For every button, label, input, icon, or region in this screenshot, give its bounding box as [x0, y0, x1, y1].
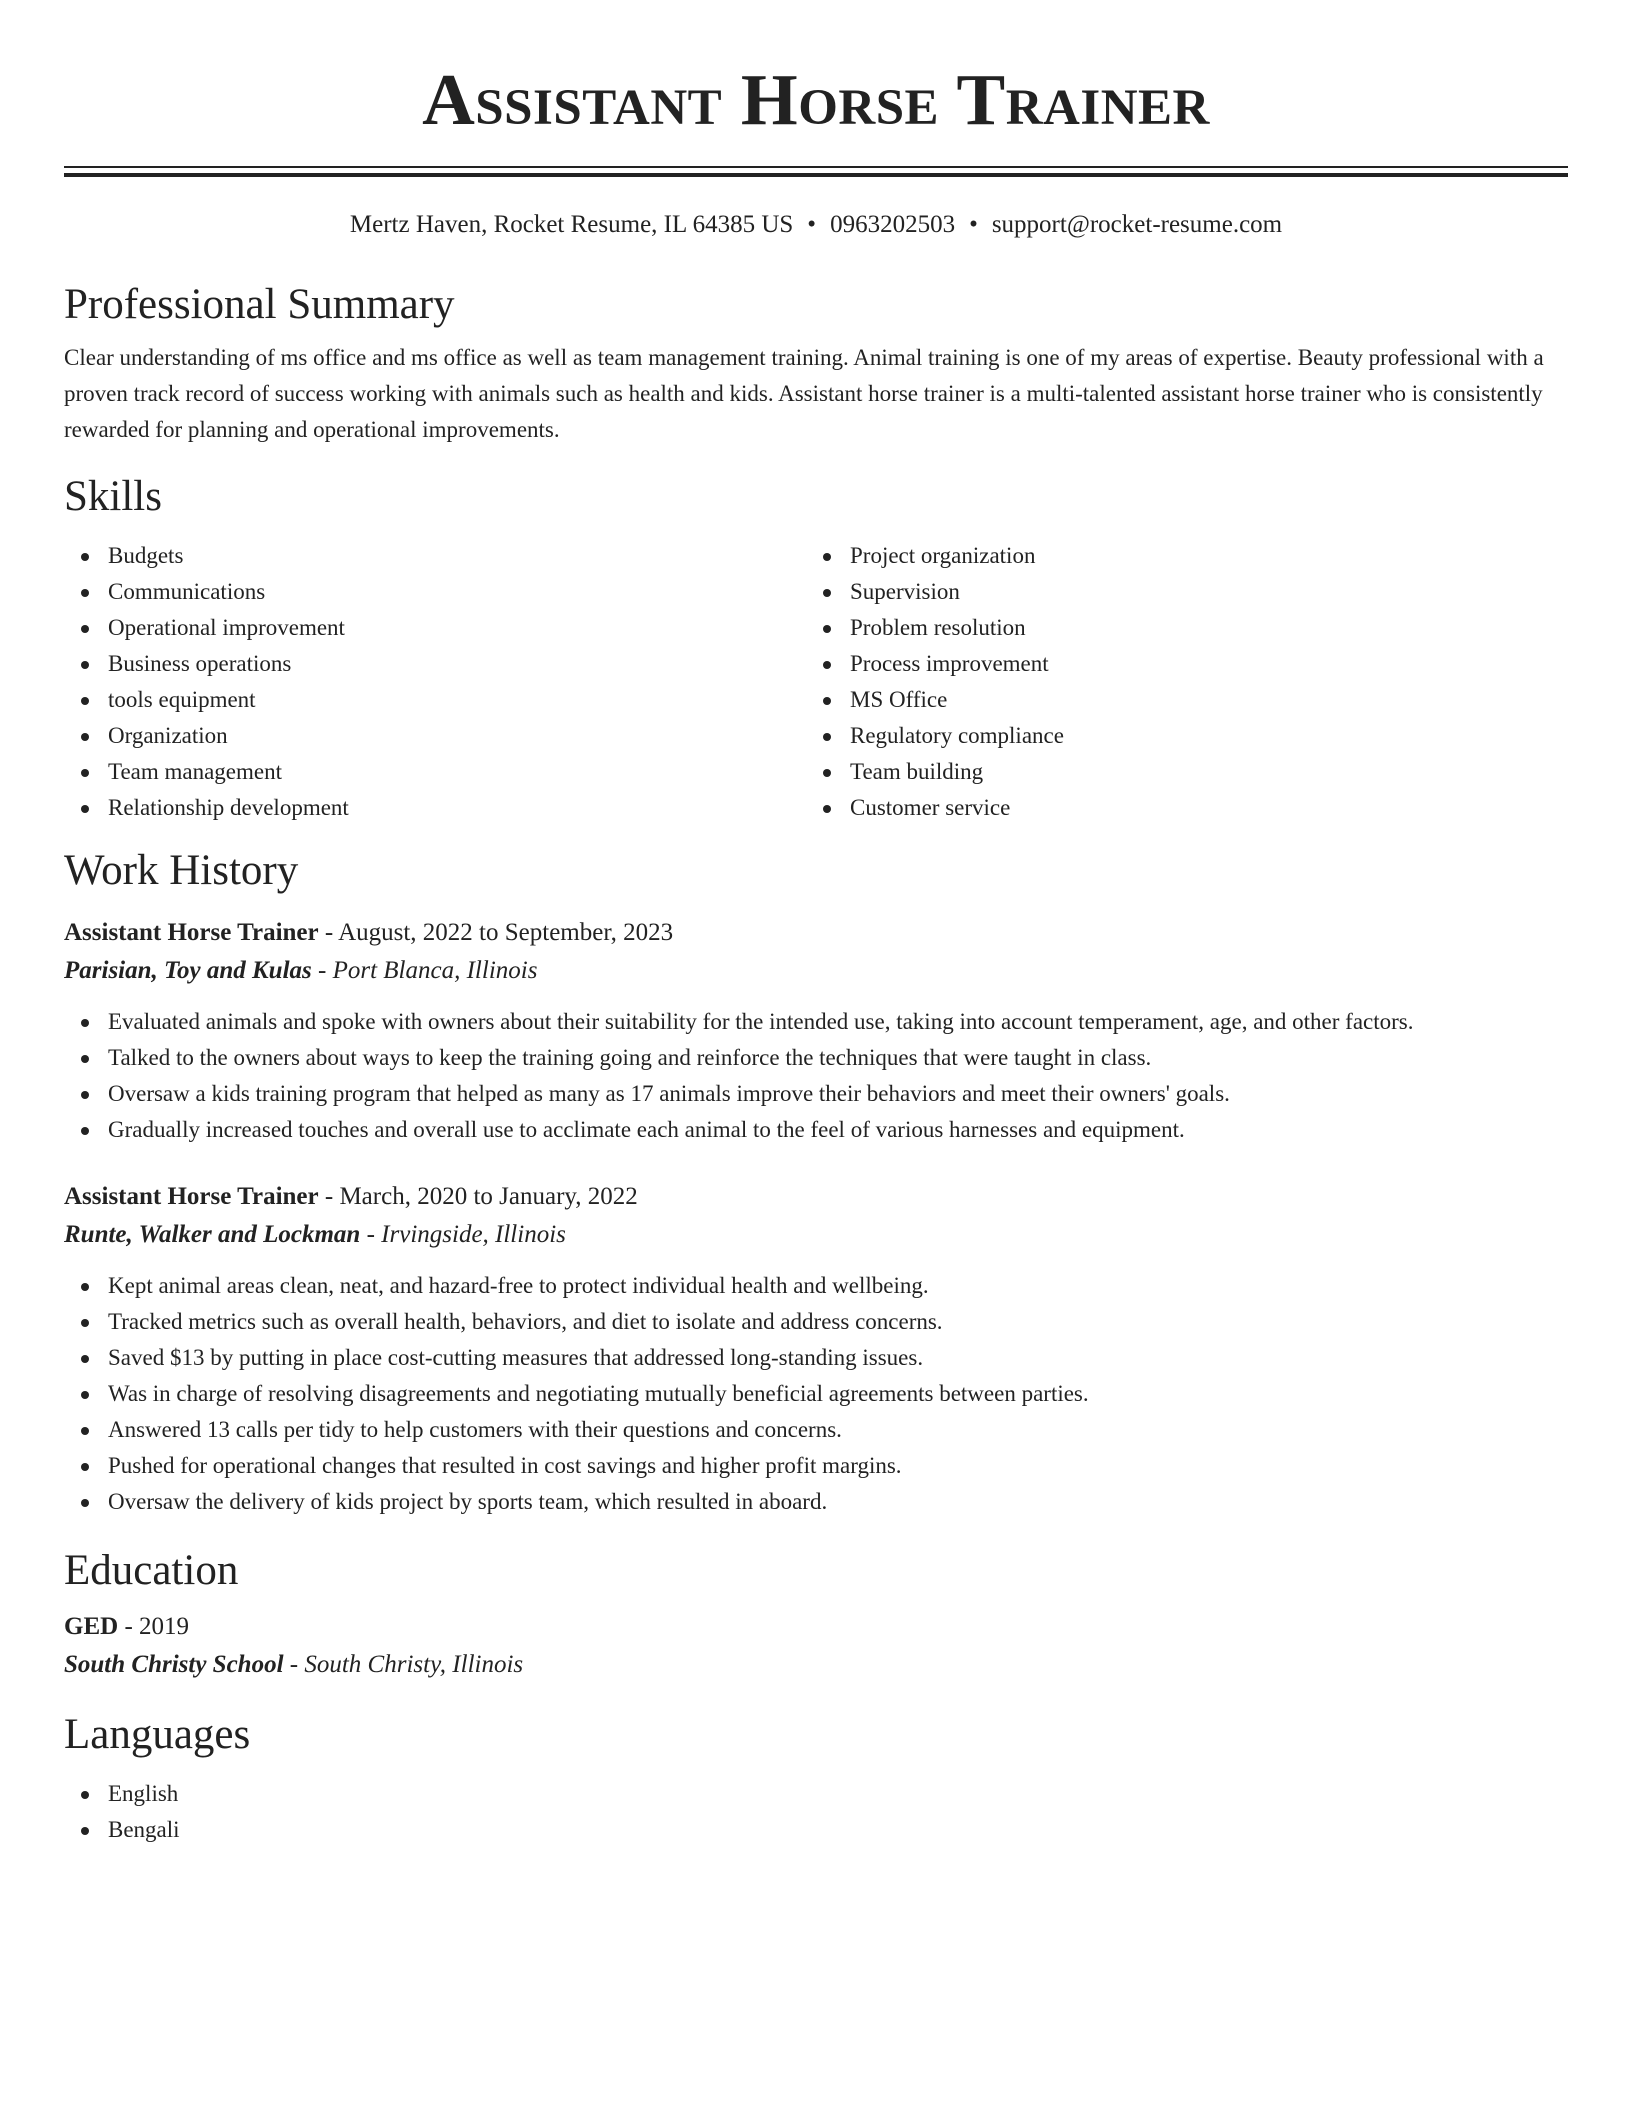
skill-item: Problem resolution — [806, 610, 1548, 646]
education-location: South Christy, Illinois — [304, 1651, 524, 1678]
job-bullet: Evaluated animals and spoke with owners about their suitability for the intended use, taking into account temperament, age, and other factors. — [64, 1004, 1568, 1040]
job-employer-line — [64, 1216, 1568, 1254]
contact-address: Mertz Haven, Rocket Resume, IL 64385 US — [349, 211, 794, 238]
education-degree-line — [64, 1608, 1568, 1646]
contact-phone: 0963202503 — [830, 211, 956, 238]
languages-list — [64, 1776, 1568, 1848]
summary-heading: Professional Summary — [64, 281, 455, 328]
skill-item: Relationship development — [64, 790, 806, 826]
job-bullet: Was in charge of resolving disagreements and negotiating mutually beneficial agreements between parties. — [64, 1376, 1568, 1412]
job-dates: March, 2020 to January, 2022 — [339, 1183, 638, 1210]
skill-item: Team building — [806, 754, 1548, 790]
contact-separator: • — [969, 211, 978, 238]
job-bullet: Oversaw a kids training program that helped as many as 17 animals improve their behaviors and meet their owners' goals. — [64, 1076, 1568, 1112]
job-company: Runte, Walker and Lockman — [64, 1221, 361, 1248]
languages-heading: Languages — [64, 1711, 251, 1758]
language-item: English — [64, 1776, 1568, 1812]
education-year: 2019 — [139, 1613, 190, 1640]
job-title-line — [64, 914, 1568, 952]
job-employer-line — [64, 952, 1568, 990]
contact-separator: • — [807, 211, 817, 238]
job-dash: - — [360, 1221, 382, 1248]
skill-item: MS Office — [806, 682, 1548, 718]
skill-item: Supervision — [806, 574, 1548, 610]
job-title-line — [64, 1178, 1568, 1216]
job-entry — [64, 914, 1568, 1148]
skills-list-right — [806, 538, 1548, 826]
header-divider-thin — [64, 166, 1568, 168]
job-bullet: Tracked metrics such as overall health, behaviors, and diet to isolate and address concerns. — [64, 1304, 1568, 1340]
skill-item: Customer service — [806, 790, 1548, 826]
job-bullet: Answered 13 calls per tidy to help customers with their questions and concerns. — [64, 1412, 1568, 1448]
skill-item: Process improvement — [806, 646, 1548, 682]
language-item: Bengali — [64, 1812, 1568, 1848]
job-dates: August, 2022 to September, 2023 — [338, 919, 674, 946]
skill-item: Communications — [64, 574, 806, 610]
skill-item: Team management — [64, 754, 806, 790]
skill-item: Project organization — [806, 538, 1548, 574]
contact-line — [64, 210, 1568, 240]
education-entry — [64, 1608, 1568, 1684]
skill-item: Organization — [64, 718, 806, 754]
job-bullets — [64, 1268, 1568, 1520]
work-history-heading: Work History — [64, 847, 299, 894]
job-entry — [64, 1178, 1568, 1520]
education-dash: - — [118, 1613, 140, 1640]
skill-item: Business operations — [64, 646, 806, 682]
skills-columns — [64, 538, 1568, 826]
job-dash: - — [318, 919, 339, 946]
job-dash: - — [318, 1183, 340, 1210]
skill-item: tools equipment — [64, 682, 806, 718]
job-bullet: Oversaw the delivery of kids project by sports team, which resulted in aboard. — [64, 1484, 1568, 1520]
job-company: Parisian, Toy and Kulas — [64, 957, 312, 984]
job-dash: - — [311, 957, 333, 984]
summary-text: Clear understanding of ms office and ms office as well as team management training. Animal training is one of my areas of expertise. Beauty professional with a proven track record of success working with animals such as health and kids. Assistant horse trainer is a multi-talented assistant horse trainer who is consistently rewarded for planning and operational improvements. — [64, 345, 1544, 442]
job-bullet: Talked to the owners about ways to keep the training going and reinforce the techniques that were taught in class. — [64, 1040, 1568, 1076]
resume-name: Assistant Horse Trainer — [422, 59, 1210, 140]
education-school: South Christy School — [64, 1651, 284, 1678]
education-heading: Education — [64, 1547, 239, 1594]
education-dash: - — [283, 1651, 305, 1678]
skills-heading: Skills — [64, 473, 162, 520]
job-location: Irvingside, Illinois — [381, 1221, 566, 1248]
job-role: Assistant Horse Trainer — [64, 1183, 319, 1210]
job-location: Port Blanca, Illinois — [332, 957, 538, 984]
job-bullet: Pushed for operational changes that resulted in cost savings and higher profit margins. — [64, 1448, 1568, 1484]
job-bullet: Saved $13 by putting in place cost-cutting measures that addressed long-standing issues. — [64, 1340, 1568, 1376]
job-bullets — [64, 1004, 1568, 1148]
skill-item: Budgets — [64, 538, 806, 574]
education-school-line — [64, 1646, 1568, 1684]
skill-item: Operational improvement — [64, 610, 806, 646]
contact-email: support@rocket-resume.com — [991, 211, 1283, 238]
job-bullet: Gradually increased touches and overall use to acclimate each animal to the feel of various harnesses and equipment. — [64, 1112, 1568, 1148]
education-degree: GED — [64, 1613, 119, 1640]
job-role: Assistant Horse Trainer — [64, 919, 319, 946]
skills-list-left — [64, 538, 806, 826]
header-divider-thick — [64, 173, 1568, 177]
job-bullet: Kept animal areas clean, neat, and hazard-free to protect individual health and wellbeing. — [64, 1268, 1568, 1304]
skill-item: Regulatory compliance — [806, 718, 1548, 754]
